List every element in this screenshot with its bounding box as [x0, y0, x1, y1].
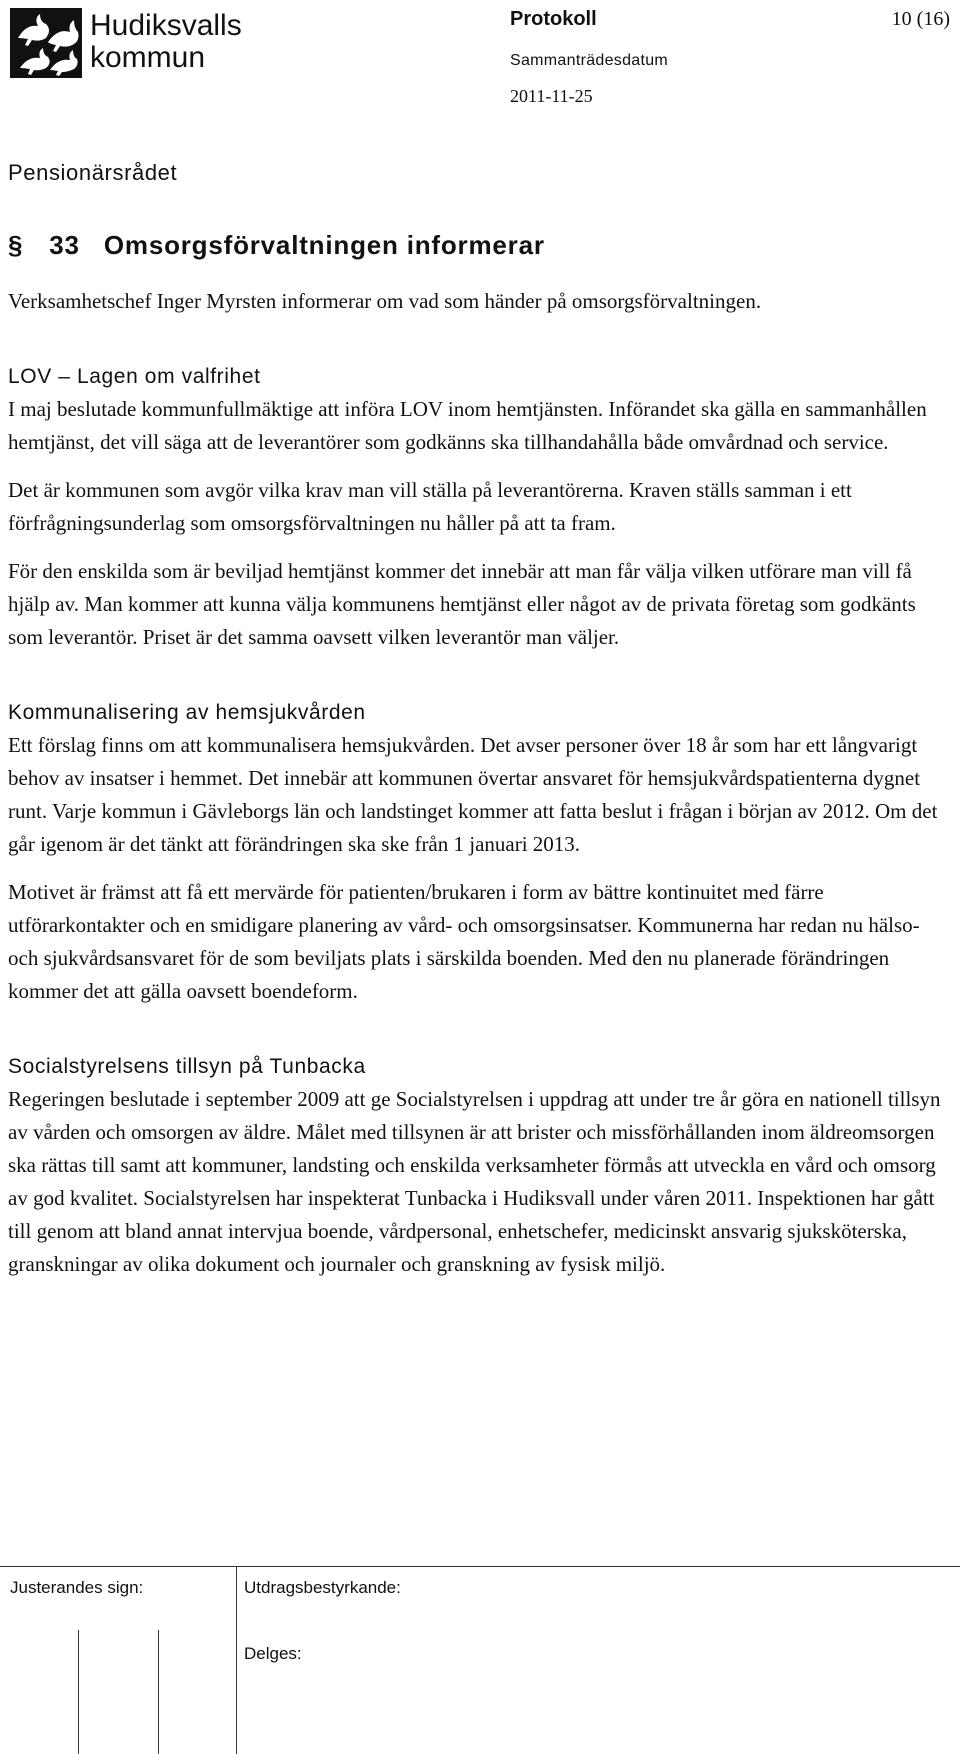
- logo-wordmark: [90, 10, 242, 74]
- certify-label: Utdragsbestyrkande:: [244, 1578, 401, 1597]
- section-symbol: §: [8, 230, 24, 260]
- municipality-logo: [10, 8, 250, 80]
- tillsyn-paragraph: Regeringen beslutade i september 2009 att ge Socialstyrelsen i uppdrag att under tre år göra en nationell tillsyn av vården och omsorgen av äldre. Målet med tillsynen är att brister och missförhållanden inom äldreomsorgen ska rättas till samt att kommuner, landsting och enskilda verksamheter förmås att utveckla en vård och omsorg av god kvalitet. Socialstyrelsen har inspekterat Tunbacka i Hudiksvall under våren 2011. Inspektionen har gått till genom att bland annat intervjua boende, vårdpersonal, enhetschefer, medicinskt ansvarig sjuksköterska, granskningar av olika dokument och journaler och granskning av fysisk miljö.: [8, 1087, 941, 1276]
- lov-paragraph: Det är kommunen som avgör vilka krav man vill ställa på leverantörerna. Kraven ställs samman i ett förfrågningsunderlag som omsorgsförvaltningen nu håller på att ta fram.: [8, 478, 852, 535]
- signature-label: Justerandes sign:: [10, 1578, 144, 1597]
- signature-footer: [0, 1566, 960, 1754]
- section-title-text: Omsorgsförvaltningen informerar: [103, 230, 545, 260]
- document-type: Protokoll: [510, 8, 597, 30]
- signature-box-divider: [78, 1630, 79, 1754]
- distributed-label: Delges:: [244, 1644, 302, 1663]
- logo-line-1: Hudiksvalls: [90, 9, 242, 42]
- kommunalisering-heading: Kommunalisering av hemsjukvården: [8, 701, 366, 724]
- tillsyn-heading: Socialstyrelsens tillsyn på Tunbacka: [8, 1055, 366, 1078]
- logo-line-2: kommun: [90, 41, 206, 74]
- lov-heading: LOV – Lagen om valfrihet: [8, 365, 261, 388]
- goat-emblem-icon: [10, 8, 82, 78]
- section-title: [8, 230, 953, 261]
- section-number: 33: [49, 230, 80, 260]
- kommunalisering-paragraph: Motivet är främst att få ett mervärde för patienten/brukaren i form av bättre kontinuitet med färre utförarkontakter och en smidigare planering av vård- och omsorgsinsatser. Kommunerna har redan nu hälso- och sjukvårdsansvaret för de som beviljats plats i särskilda boenden. Med den nu planerade förändringen kommer det att gälla oavsett boendeform.: [8, 880, 920, 1003]
- committee-name: Pensionärsrådet: [8, 160, 178, 185]
- signature-box-divider: [236, 1566, 237, 1754]
- footer-divider: [0, 1566, 960, 1567]
- lov-paragraph: För den enskilda som är beviljad hemtjänst kommer det innebär att man får välja vilken utförare man vill få hjälp av. Man kommer att kunna välja kommunens hemtjänst eller något av de privata företag som godkänts som leverantör. Priset är det samma oavsett vilken leverantör man väljer.: [8, 559, 916, 649]
- signature-box-divider: [158, 1630, 159, 1754]
- page-number: 10 (16): [891, 8, 950, 30]
- lov-paragraph: I maj beslutade kommunfullmäktige att införa LOV inom hemtjänsten. Införandet ska gälla en sammanhållen hemtjänst, det vill säga att de leverantörer som godkänns ska tillhandahålla både omvårdnad och service.: [8, 397, 927, 454]
- intro-paragraph: Verksamhetschef Inger Myrsten informerar om vad som händer på omsorgsförvaltningen.: [8, 289, 762, 313]
- document-body: [8, 160, 953, 1296]
- kommunalisering-paragraph: Ett förslag finns om att kommunalisera hemsjukvården. Det avser personer över 18 år som har ett långvarigt behov av insatser i hemmet. Det innebär att kommunen övertar ansvaret för hemsjukvårdspatienterna dygnet runt. Varje kommun i Gävleborgs län och landstinget kommer att fatta beslut i frågan i början av 2012. Om det går igenom är det tänkt att förändringen ska ske från 1 januari 2013.: [8, 733, 938, 856]
- meeting-date: 2011-11-25: [510, 86, 593, 106]
- meeting-date-label: Sammanträdesdatum: [510, 52, 669, 69]
